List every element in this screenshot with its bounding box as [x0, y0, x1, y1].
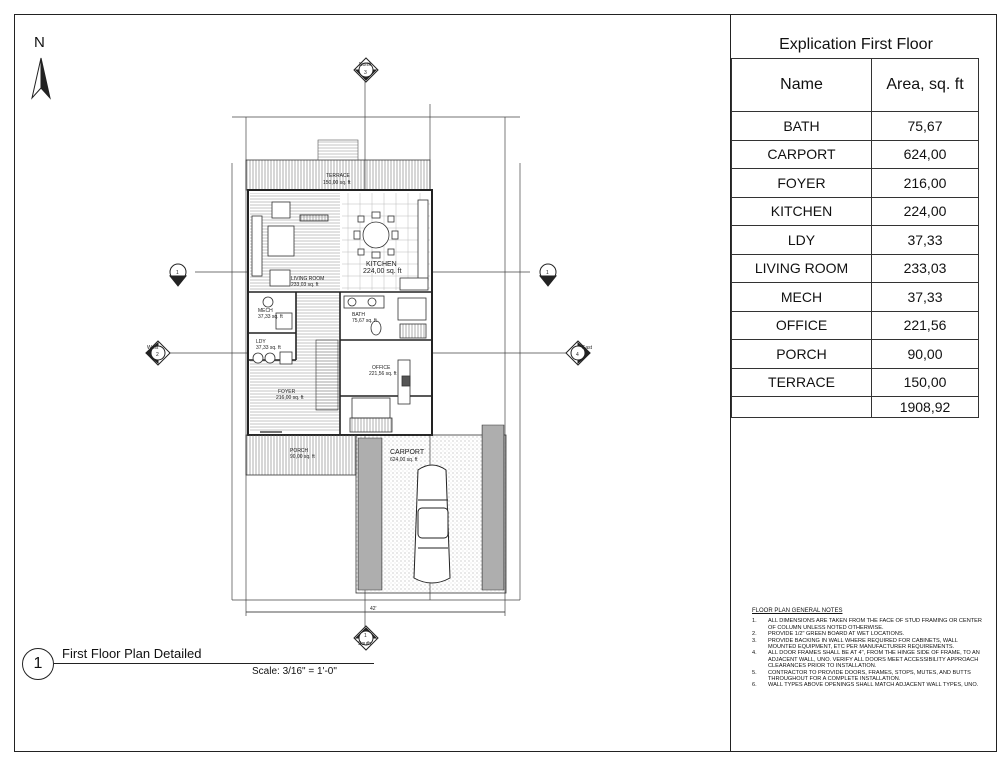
drawing-title: First Floor Plan Detailed: [62, 646, 202, 661]
foyer-area-label: 216,00 sq. ft: [276, 395, 304, 401]
living-room-area-label: 233,03 sq. ft: [291, 282, 319, 288]
list-item: 6. WALL TYPES ABOVE OPENINGS SHALL MATCH ADJACENT WALL TYPES, UNO.: [752, 682, 979, 689]
east-marker-num: 4: [576, 352, 579, 358]
kitchen-area-label: 224,00 sq. ft: [363, 268, 402, 275]
carport-wall-right: [482, 425, 504, 590]
table-row: FOYER 216,00: [732, 169, 979, 198]
table-row: MECH 37,33: [732, 283, 979, 312]
list-item: 1. ALL DIMENSIONS ARE TAKEN FROM THE FACE OF STUD FRAMING OR CENTER OF COLUMN UNLESS NOTED OTHERWISE.: [752, 618, 982, 631]
ldy-area-label: 37,33 sq. ft: [256, 345, 281, 351]
table-row: TERRACE 150,00: [732, 368, 979, 397]
table-row: LIVING ROOM 233,03: [732, 254, 979, 283]
terrace-steps: [318, 140, 358, 160]
general-notes: [752, 608, 982, 689]
kitchen-label: KITCHEN: [366, 261, 397, 268]
table-row: LDY 37,33: [732, 226, 979, 255]
carport-label: CARPORT: [390, 449, 425, 456]
section-right-num: 1: [546, 270, 549, 276]
west-marker-num: 2: [156, 352, 159, 358]
explication-table: [731, 58, 979, 418]
north-marker-label: North: [359, 62, 372, 68]
terrace-area-label: 150,00 sq. ft: [323, 180, 351, 186]
north-marker-num: 3: [364, 70, 367, 76]
foyer-label: FOYER: [278, 389, 296, 395]
list-item: 3. PROVIDE BACKING IN WALL WHERE REQUIRED FOR CABINETS, WALL MOUNTED EQUIPMENT, ETC PER MANUFACTURER REQUIREMENTS.: [752, 637, 958, 651]
south-marker-label: South: [358, 641, 372, 647]
stairs: [316, 340, 338, 410]
carport-area-label: 624,00 sq. ft: [390, 457, 418, 463]
list-item: 2. PROVIDE 1/2" GREEN BOARD AT WET LOCATIONS.: [752, 631, 905, 638]
office-label: OFFICE: [372, 365, 391, 371]
living-room-label: LIVING ROOM: [291, 276, 325, 282]
mech-area-label: 37,33 sq. ft: [258, 314, 283, 320]
total-row: [732, 397, 979, 418]
section-left-num: 1: [176, 270, 179, 276]
carport-wall-left: [358, 438, 382, 590]
drawing-number: 1: [22, 648, 54, 680]
north-label: N: [34, 34, 45, 51]
drawing-scale: Scale: 3/16" = 1'-0": [252, 666, 337, 677]
explication-title: Explication First Floor: [779, 36, 933, 53]
total-area: 1908,92: [872, 397, 979, 418]
table-row: CARPORT 624,00: [732, 140, 979, 169]
west-marker-label: West: [147, 345, 159, 351]
bath-label: BATH: [352, 312, 365, 318]
header-name: Name: [732, 59, 872, 112]
notes-heading: FLOOR PLAN GENERAL NOTES: [752, 608, 843, 614]
table-row: OFFICE 221,56: [732, 311, 979, 340]
porch-label: PORCH: [290, 448, 309, 454]
header-area: Area, sq. ft: [872, 59, 979, 112]
title-underline: [54, 663, 374, 664]
bath-area-label: 75,67 sq. ft: [352, 318, 377, 324]
table-row: KITCHEN 224,00: [732, 197, 979, 226]
car-icon: [414, 465, 450, 583]
porch-area-label: 90,00 sq. ft: [290, 454, 315, 460]
overall-dimension: 42': [370, 606, 377, 612]
table-row: PORCH 90,00: [732, 340, 979, 369]
mech-label: MECH: [258, 308, 273, 314]
list-item: 4. ALL DOOR FRAMES SHALL BE AT 4", FROM THE HINGE SIDE OF FRAME, TO AN ADJACENT WALL, UNO. VERIFY ALL DOORS MEET ACCESSIBILITY APPROACH CLEARANCES PRIOR TO INSTALLATION.: [752, 650, 980, 670]
office-area-label: 221,56 sq. ft: [369, 371, 397, 377]
terrace-label: TERRACE: [326, 173, 350, 179]
list-item: 5. CONTRACTOR TO PROVIDE DOORS, FRAMES, STOPS, MUTES, AND BUTTS THROUGHOUT FOR A COMPLETE INSTALLATION.: [752, 669, 971, 683]
south-marker-num: 1: [364, 633, 367, 639]
east-marker-label: East: [582, 345, 593, 351]
table-row: BATH 75,67: [732, 112, 979, 141]
ldy-label: LDY: [256, 339, 266, 345]
